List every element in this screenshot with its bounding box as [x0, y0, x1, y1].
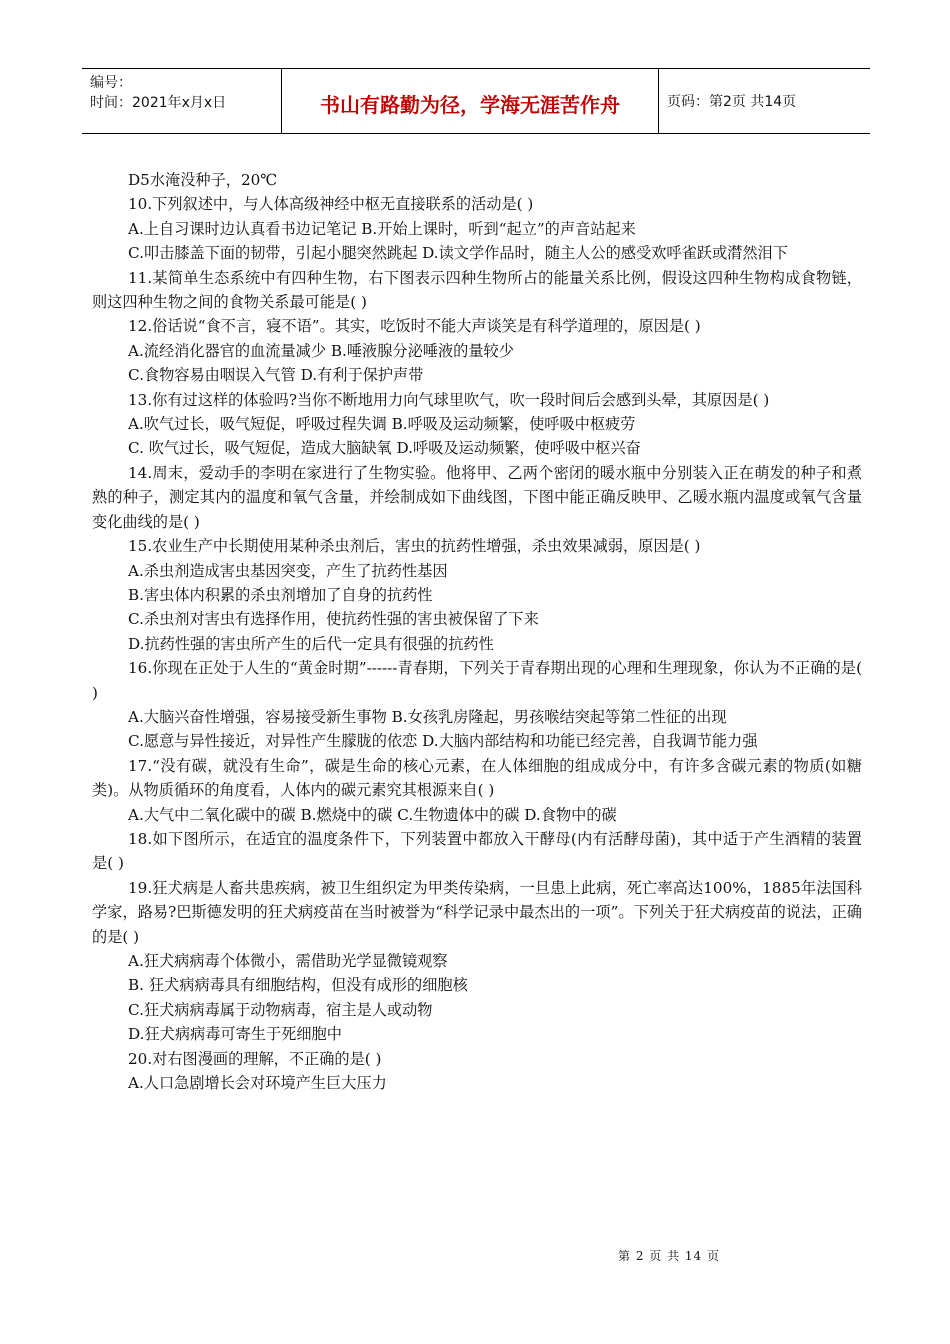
document-body — [92, 168, 862, 1095]
paragraph: B. 狂犬病病毒具有细胞结构，但没有成形的细胞核 — [128, 976, 468, 995]
paragraph: 16.你现在正处于人生的“黄金时期”------青春期，下列关于青春期出现的心理和生理现象，你认为不正确的是( ) — [92, 659, 862, 702]
paragraph: A.上自习课时边认真看书边记笔记 B.开始上课时，听到“起立”的声音站起来 — [128, 219, 636, 238]
paragraph: 14.周末，爱动手的李明在家进行了生物实验。他将甲、乙两个密闭的暖水瓶中分别装入正在萌发的种子和煮熟的种子，测定其内的温度和氧气含量，并绘制成如下曲线图，下图中能正确反映甲、乙暖水瓶内温度或氧气含量变化曲线的是( ) — [92, 463, 862, 531]
header-motto: 书山有路勤为径，学海无涯苦作舟 — [320, 92, 620, 117]
paragraph: C. 吹气过长，吸气短促，造成大脑缺氧 D.呼吸及运动频繁，使呼吸中枢兴奋 — [128, 439, 641, 458]
paragraph: 18.如下图所示，在适宜的温度条件下，下列装置中都放入干酵母(内有活酵母菌)，其中适于产生酒精的装置是( ) — [92, 829, 862, 873]
paragraph: A.吹气过长，吸气短促，呼吸过程失调 B.呼吸及运动频繁，使呼吸中枢疲劳 — [128, 415, 636, 434]
paragraph: C.愿意与异性接近，对异性产生朦胧的依恋 D.大脑内部结构和功能已经完善，自我调节能力强 — [128, 732, 758, 751]
paragraph: 19.狂犬病是人畜共患疾病，被卫生组织定为甲类传染病，一旦患上此病，死亡率高达100%，1885年法国科学家，路易?巴斯德发明的狂犬病疫苗在当时被誉为“科学记录中最杰出的一项”。下列关于狂犬病疫苗的说法，正确的是( ) — [92, 878, 862, 946]
paragraph: D.狂犬病病毒可寄生于死细胞中 — [128, 1025, 342, 1044]
paragraph: C.食物容易由咽误入气管 D.有利于保护声带 — [128, 366, 424, 385]
serial-label: 编号： — [90, 75, 132, 91]
paragraph: 11.某简单生态系统中有四种生物，右下图表示四种生物所占的能量关系比例，假设这四种生物构成食物链，则这四种生物之间的食物关系最可能是( ) — [92, 268, 862, 312]
paragraph: D5水淹没种子，20℃ — [128, 171, 278, 189]
paragraph: 10.下列叙述中，与人体高级神经中枢无直接联系的活动是( ) — [128, 195, 534, 214]
paragraph: B.害虫体内积累的杀虫剂增加了自身的抗药性 — [128, 585, 433, 604]
paragraph: D.抗药性强的害虫所产生的后代一定具有很强的抗药性 — [128, 634, 494, 653]
paragraph: A.人口急剧增长会对环境产生巨大压力 — [128, 1074, 387, 1093]
paragraph: 15.农业生产中长期使用某种杀虫剂后，害虫的抗药性增强，杀虫效果减弱，原因是( ) — [128, 537, 701, 556]
date-label: 时间：2021年x月x日 — [90, 95, 227, 111]
paragraph: C.杀虫剂对害虫有选择作用，使抗药性强的害虫被保留了下来 — [128, 610, 539, 629]
header-motto-cell — [282, 69, 659, 133]
page-header — [82, 68, 870, 134]
paragraph: 17.“没有碳，就没有生命”，碳是生命的核心元素，在人体细胞的组成成分中，有许多含碳元素的物质(如糖类)。从物质循环的角度看，人体内的碳元素究其根源来自( ) — [92, 756, 862, 800]
paragraph: A.杀虫剂造成害虫基因突变，产生了抗药性基因 — [128, 561, 448, 580]
paragraph: 13.你有过这样的体验吗?当你不断地用力向气球里吹气，吹一段时间后会感到头晕，其原因是( ) — [128, 390, 770, 409]
paragraph: A.狂犬病病毒个体微小，需借助光学显微镜观察 — [128, 952, 448, 970]
paragraph: C.狂犬病病毒属于动物病毒，宿主是人或动物 — [128, 1000, 433, 1019]
header-info-cell — [82, 69, 282, 133]
header-page-cell — [659, 69, 870, 133]
paragraph: 12.俗话说“食不言，寝不语”。其实，吃饭时不能大声谈笑是有科学道理的，原因是( ) — [128, 317, 701, 336]
paragraph: A.大气中二氧化碳中的碳 B.燃烧中的碳 C.生物遗体中的碳 D.食物中的碳 — [128, 805, 617, 824]
paragraph: C.叩击膝盖下面的韧带，引起小腿突然跳起 D.读文学作品时，随主人公的感受欢呼雀跃或潸然泪下 — [128, 244, 788, 263]
paragraph: A.流经消化器官的血流量减少 B.唾液腺分泌唾液的量较少 — [128, 341, 514, 360]
header-page-label: 页码：第2页 共14页 — [667, 94, 797, 110]
paragraph: A.大脑兴奋性增强，容易接受新生事物 B.女孩乳房隆起，男孩喉结突起等第二性征的出现 — [128, 707, 727, 726]
paragraph: 20.对右图漫画的理解，不正确的是( ) — [128, 1049, 382, 1068]
page-footer: 第 2 页 共 14 页 — [618, 1249, 720, 1263]
